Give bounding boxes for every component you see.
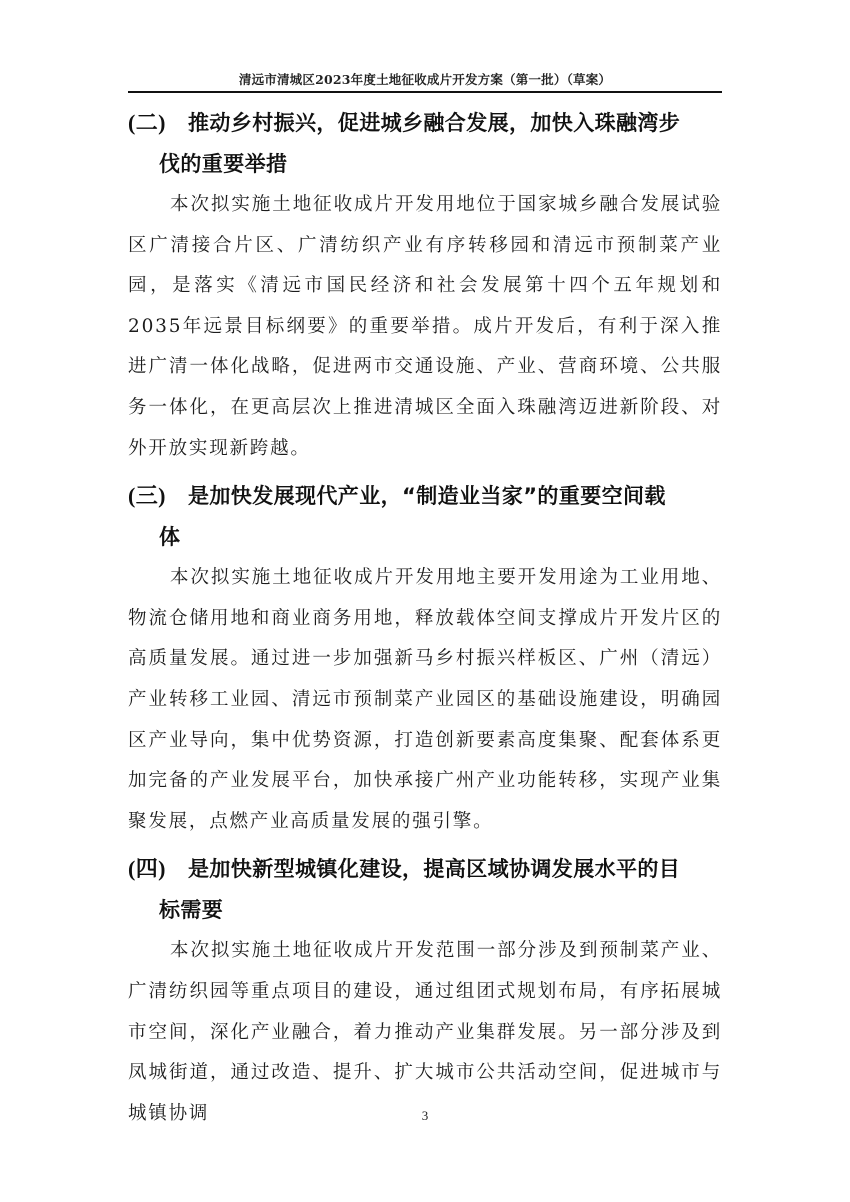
section-paragraph: 本次拟实施土地征收成片开发用地主要开发用途为工业用地、物流仓储用地和商业商务用地，释放载体空间支撑成片开发片区的高质量发展。通过进一步加强新马乡村振兴样板区、广州（清远）产业转移工业园、清远市预制菜产业园区的基础设施建设，明确园区产业导向，集中优势资源，打造创新要素高度集聚、配套体系更加完备的产业发展平台，加快承接广州产业功能转移，实现产业集聚发展，点燃产业高质量发展的强引擎。 (128, 567, 722, 832)
section-paragraph: 本次拟实施土地征收成片开发范围一部分涉及到预制菜产业、广清纺织园等重点项目的建设，通过组团式规划布局，有序拓展城市空间，深化产业融合，着力推动产业集群发展。另一部分涉及到凤城街道，通过改造、提升、扩大城市公共活动空间，促进城市与城镇协调 (128, 940, 722, 1124)
section-paragraph: 本次拟实施土地征收成片开发用地位于国家城乡融合发展试验区广清接合片区、广清纺织产业有序转移园和清远市预制菜产业园，是落实《清远市国民经济和社会发展第十四个五年规划和2035年远景目标纲要》的重要举措。成片开发后，有利于深入推进广清一体化战略，促进两市交通设施、产业、营商环境、公共服务一体化，在更高层次上推进清城区全面入珠融湾迈进新阶段、对外开放实现新跨越。 (128, 194, 722, 459)
section-title-line2: 体 (159, 525, 181, 550)
section-heading (128, 848, 722, 931)
section-4 (128, 848, 722, 1134)
section-number: (三) (128, 483, 166, 509)
section-number: (四) (128, 856, 166, 882)
page-content (128, 102, 722, 1140)
section-title-line1: 推动乡村振兴，促进城乡融合发展，加快入珠融湾步 (188, 111, 681, 135)
header-rule (128, 91, 722, 93)
section-3 (128, 475, 722, 842)
page-number: 3 (421, 1108, 429, 1123)
section-title-line1: 是加快新型城镇化建设，提高区域协调发展水平的目 (188, 857, 681, 882)
section-number: (二) (128, 110, 166, 135)
section-title-line2: 标需要 (159, 898, 224, 923)
section-title-line1: 是加快发展现代产业，“制造业当家”的重要空间载 (188, 484, 666, 509)
section-title-line2: 伐的重要举措 (159, 152, 288, 176)
running-header: 清远市清城区2023年度土地征收成片开发方案（第一批）（草案） (238, 72, 612, 87)
section-heading (128, 475, 722, 558)
section-heading (128, 102, 722, 185)
section-2 (128, 102, 722, 469)
